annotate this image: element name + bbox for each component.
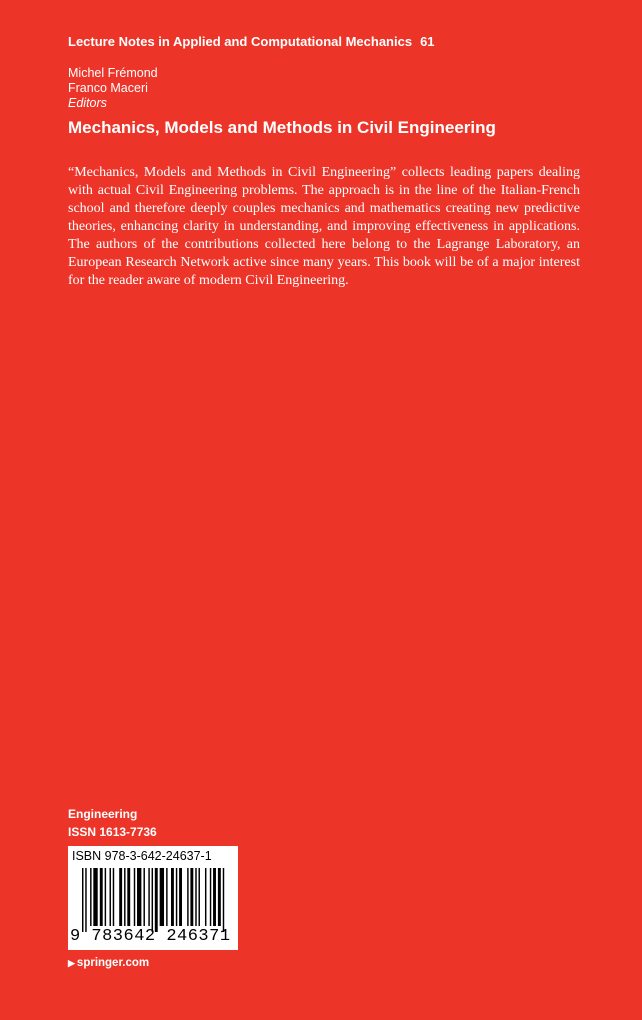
barcode-bar	[171, 868, 174, 926]
series-volume-number: 61	[420, 34, 435, 49]
barcode-bar	[223, 868, 224, 932]
publisher-link[interactable]	[68, 957, 149, 969]
barcode-bar	[210, 868, 211, 926]
subject-category: Engineering	[68, 807, 138, 821]
book-description	[68, 164, 580, 290]
editor-name-1: Michel Frémond	[68, 66, 158, 80]
barcode-bar	[195, 868, 196, 926]
barcode-bar	[137, 868, 141, 926]
barcode-bar	[82, 868, 83, 932]
arrow-right-icon: ▶	[68, 958, 75, 968]
barcode-bar	[176, 868, 177, 926]
series-name: Lecture Notes in Applied and Computational Mechanics	[68, 34, 413, 49]
barcode-digits: 9 783642 246371	[70, 927, 231, 946]
publisher-link-text: springer.com	[76, 957, 150, 969]
barcode-bar	[179, 868, 182, 926]
series-title	[68, 34, 435, 49]
barcode-bars	[82, 868, 226, 932]
barcode-bar	[198, 868, 199, 926]
barcode-bar	[100, 868, 103, 926]
barcode-bar	[205, 868, 206, 926]
barcode-bar	[155, 868, 158, 932]
barcode-bar	[143, 868, 144, 926]
barcode-bar	[105, 868, 106, 926]
barcode-bar	[213, 868, 216, 926]
isbn-barcode	[68, 846, 238, 950]
barcode-bar	[148, 868, 149, 926]
barcode-bar	[166, 868, 167, 926]
barcode-bar	[187, 868, 188, 926]
barcode-bar	[127, 868, 130, 926]
book-description-text: “Mechanics, Models and Methods in Civil Engineering” collects leading papers dealing with actual Civil Engineering problems. The approach is in the line of the Italian-French school and therefore deeply couples mechanics and mathematics creating new predictive theories, enhancing clarity in understanding, and improving effectiveness in applications. The authors of the contributions collected here belong to the Lagrange Laboratory, an European Research Network active since many years. This book will be of a major interest for the reader aware of modern Civil Engineering.	[68, 165, 580, 288]
barcode-bar	[85, 868, 86, 932]
barcode-bar	[160, 868, 164, 926]
barcode-bar	[152, 868, 153, 932]
barcode-bar	[93, 868, 97, 926]
isbn-label: ISBN 978-3-642-24637-1	[72, 849, 212, 863]
editors-label: Editors	[68, 96, 107, 110]
barcode-bar	[110, 868, 111, 926]
barcode-bar	[119, 868, 122, 926]
barcode-bar	[190, 868, 193, 926]
barcode-bar	[134, 868, 135, 926]
barcode-bar	[113, 868, 114, 926]
issn: ISSN 1613-7736	[68, 825, 157, 839]
barcode-bar	[124, 868, 125, 926]
barcode-bar	[218, 868, 221, 926]
editor-name-2: Franco Maceri	[68, 81, 148, 95]
barcode-bar	[90, 868, 91, 926]
book-title: Mechanics, Models and Methods in Civil Engineering	[68, 118, 496, 137]
